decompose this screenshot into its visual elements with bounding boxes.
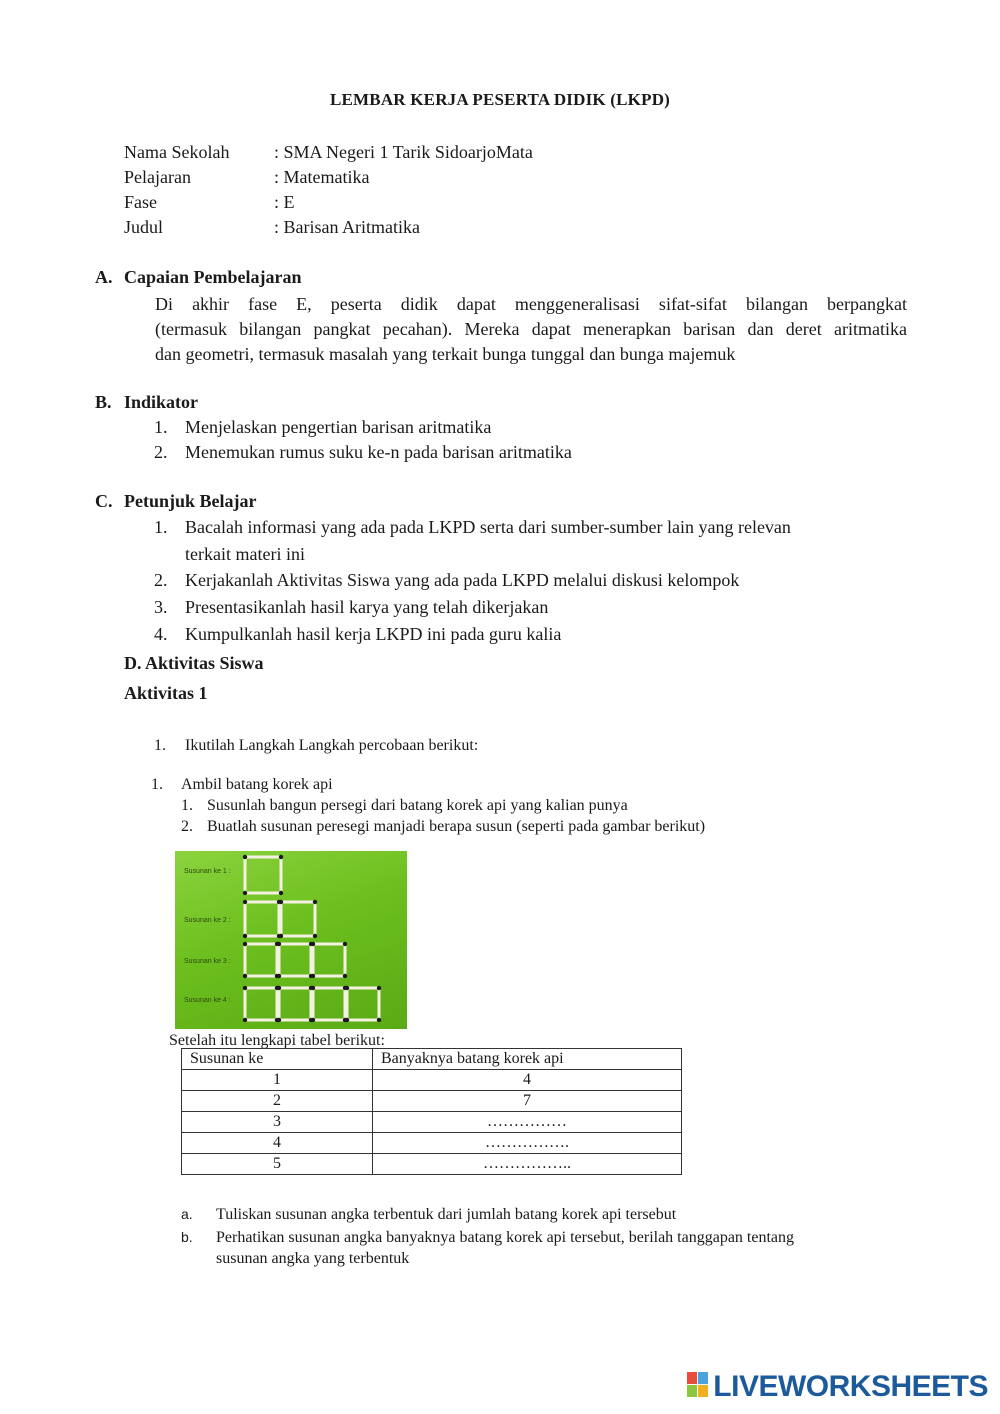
section-title: Petunjuk Belajar <box>124 491 257 511</box>
info-value: : Matematika <box>274 167 370 187</box>
match-head <box>343 942 347 946</box>
match-head <box>311 974 315 978</box>
list-text: Menjelaskan pengertian barisan aritmatika <box>185 417 492 437</box>
table-row <box>182 1070 682 1091</box>
match-head <box>279 891 283 895</box>
list-number: 1. <box>151 776 163 793</box>
table-header: Susunan ke <box>182 1049 373 1070</box>
sub-step <box>181 797 628 815</box>
paragraph-line: (termasuk bilangan pangkat pecahan). Mereka dapat menerapkan barisan dan deret aritmatika <box>155 319 907 339</box>
section-letter: B. <box>95 392 112 412</box>
match-head <box>277 986 281 990</box>
table-cell: 4 <box>182 1133 373 1154</box>
section-letter: A. <box>95 267 113 287</box>
table-cell: 1 <box>182 1070 373 1091</box>
info-value: : E <box>274 192 295 212</box>
list-item <box>154 439 572 465</box>
paragraph-line: dan geometri, termasuk masalah yang terkait bunga tunggal dan bunga majemuk <box>155 344 736 364</box>
question-b <box>181 1227 794 1269</box>
match-head <box>311 942 315 946</box>
match-head <box>243 934 247 938</box>
table-cell: 5 <box>182 1154 373 1175</box>
section-a-paragraph <box>155 292 907 367</box>
matchstick-table <box>181 1048 682 1175</box>
info-row-school <box>124 142 533 163</box>
answer-cell[interactable]: ……………. <box>373 1133 682 1154</box>
match-head <box>243 900 247 904</box>
match-head <box>279 900 283 904</box>
info-label: Judul <box>124 217 164 237</box>
paragraph-line: Di akhir fase E, peserta didik dapat menggeneralisasi sifat-sifat bilangan berpangkat <box>155 294 907 314</box>
list-text: Menemukan rumus suku ke-n pada barisan aritmatika <box>185 442 572 462</box>
matchstick-square <box>245 988 277 1020</box>
row-label: Susunan ke 1 : <box>184 868 231 875</box>
list-text: Susunlah bangun persegi dari batang korek api yang kalian punya <box>207 797 628 814</box>
matchstick-square <box>279 988 311 1020</box>
liveworksheets-logo-icon <box>687 1372 709 1403</box>
liveworksheets-logo[interactable] <box>687 1370 988 1404</box>
table-header: Banyaknya batang korek api <box>373 1049 682 1070</box>
match-head <box>277 1018 281 1022</box>
question-text: Perhatikan susunan angka banyaknya batang korek api tersebut, berilah tanggapan tentang <box>216 1229 795 1246</box>
list-text: Ikutilah Langkah Langkah percobaan berikut: <box>185 737 479 754</box>
table-row <box>182 1112 682 1133</box>
list-item <box>154 567 739 593</box>
list-text-continued: terkait materi ini <box>185 544 305 564</box>
table-cell: 2 <box>182 1091 373 1112</box>
row-label: Susunan ke 3 : <box>184 958 231 965</box>
sub-step <box>181 818 705 836</box>
match-head <box>377 1018 381 1022</box>
match-head <box>343 974 347 978</box>
list-number: 1. <box>154 517 168 537</box>
match-head <box>277 942 281 946</box>
list-number: 1. <box>181 797 193 814</box>
section-b-heading <box>95 392 198 413</box>
list-number: 2. <box>154 442 168 462</box>
match-head <box>345 986 349 990</box>
match-head <box>243 974 247 978</box>
match-head <box>311 986 315 990</box>
page-title: LEMBAR KERJA PESERTA DIDIK (LKPD) <box>329 90 671 109</box>
info-value: : Barisan Aritmatika <box>274 217 420 237</box>
question-text: Tuliskan susunan angka terbentuk dari jumlah batang korek api tersebut <box>216 1206 677 1223</box>
list-number: 2. <box>154 570 168 590</box>
section-title: Capaian Pembelajaran <box>124 267 302 287</box>
question-label: a. <box>181 1206 193 1222</box>
match-head <box>243 942 247 946</box>
step-main <box>151 776 333 794</box>
question-a <box>181 1206 676 1224</box>
match-head <box>243 891 247 895</box>
table-cell: 3 <box>182 1112 373 1133</box>
list-number: 3. <box>154 597 168 617</box>
match-head <box>377 986 381 990</box>
list-text: Buatlah susunan peresegi manjadi berapa susun (seperti pada gambar berikut) <box>207 818 706 835</box>
matchstick-figure <box>175 851 407 1029</box>
matchstick-square <box>245 902 279 936</box>
match-head <box>279 855 283 859</box>
info-row-subject <box>124 167 369 188</box>
list-text: Kerjakanlah Aktivitas Siswa yang ada pada LKPD melalui diskusi kelompok <box>185 570 740 590</box>
match-head <box>311 1018 315 1022</box>
info-label: Fase <box>124 192 157 212</box>
list-item <box>154 514 914 568</box>
match-head <box>279 934 283 938</box>
list-number: 2. <box>181 818 193 835</box>
match-head <box>243 855 247 859</box>
table-row <box>182 1133 682 1154</box>
section-c-heading <box>95 491 257 512</box>
matchstick-square <box>245 944 277 976</box>
list-item <box>154 621 561 647</box>
section-a-heading <box>95 267 302 288</box>
table-row <box>182 1091 682 1112</box>
list-text: Ambil batang korek api <box>181 776 333 793</box>
info-label: Pelajaran <box>124 167 191 187</box>
match-head <box>345 1018 349 1022</box>
list-number: 1. <box>154 417 168 437</box>
list-number: 1. <box>154 737 166 754</box>
table-intro: Setelah itu lengkapi tabel berikut: <box>169 1032 385 1049</box>
table-header-row <box>182 1049 682 1070</box>
step-intro <box>154 733 478 759</box>
matchstick-square <box>347 988 379 1020</box>
info-value: : SMA Negeri 1 Tarik SidoarjoMata <box>274 142 533 162</box>
matchstick-square <box>245 857 281 893</box>
list-text: Bacalah informasi yang ada pada LKPD serta dari sumber-sumber lain yang relevan <box>185 517 791 537</box>
match-head <box>243 1018 247 1022</box>
section-letter: C. <box>95 491 113 511</box>
list-item <box>154 594 548 620</box>
matchstick-square <box>281 902 315 936</box>
match-head <box>243 986 247 990</box>
info-label: Nama Sekolah <box>124 142 230 162</box>
activity-heading: Aktivitas 1 <box>124 683 208 703</box>
table-cell: 7 <box>373 1091 682 1112</box>
list-item <box>154 414 491 440</box>
question-text-continued: susunan angka yang terbentuk <box>216 1250 410 1267</box>
info-row-title <box>124 217 420 238</box>
logo-text: LIVEWORKSHEETS <box>713 1370 988 1403</box>
list-text: Kumpulkanlah hasil kerja LKPD ini pada guru kalia <box>185 624 562 644</box>
matchstick-square <box>279 944 311 976</box>
match-head <box>313 900 317 904</box>
list-number: 4. <box>154 624 168 644</box>
row-label: Susunan ke 2 : <box>184 917 231 924</box>
matchstick-square <box>313 988 345 1020</box>
section-d-heading: D. Aktivitas Siswa <box>124 653 264 673</box>
row-label: Susunan ke 4 : <box>184 997 231 1004</box>
table-row <box>182 1154 682 1175</box>
answer-cell[interactable]: …………… <box>373 1112 682 1133</box>
table-cell: 4 <box>373 1070 682 1091</box>
match-head <box>313 934 317 938</box>
matchstick-diagram <box>175 851 407 1029</box>
matchstick-square <box>313 944 345 976</box>
answer-cell[interactable]: …………….. <box>373 1154 682 1175</box>
question-label: b. <box>181 1229 193 1245</box>
list-text: Presentasikanlah hasil karya yang telah dikerjakan <box>185 597 549 617</box>
match-head <box>277 974 281 978</box>
section-title: Indikator <box>124 392 199 412</box>
info-row-phase <box>124 192 295 213</box>
